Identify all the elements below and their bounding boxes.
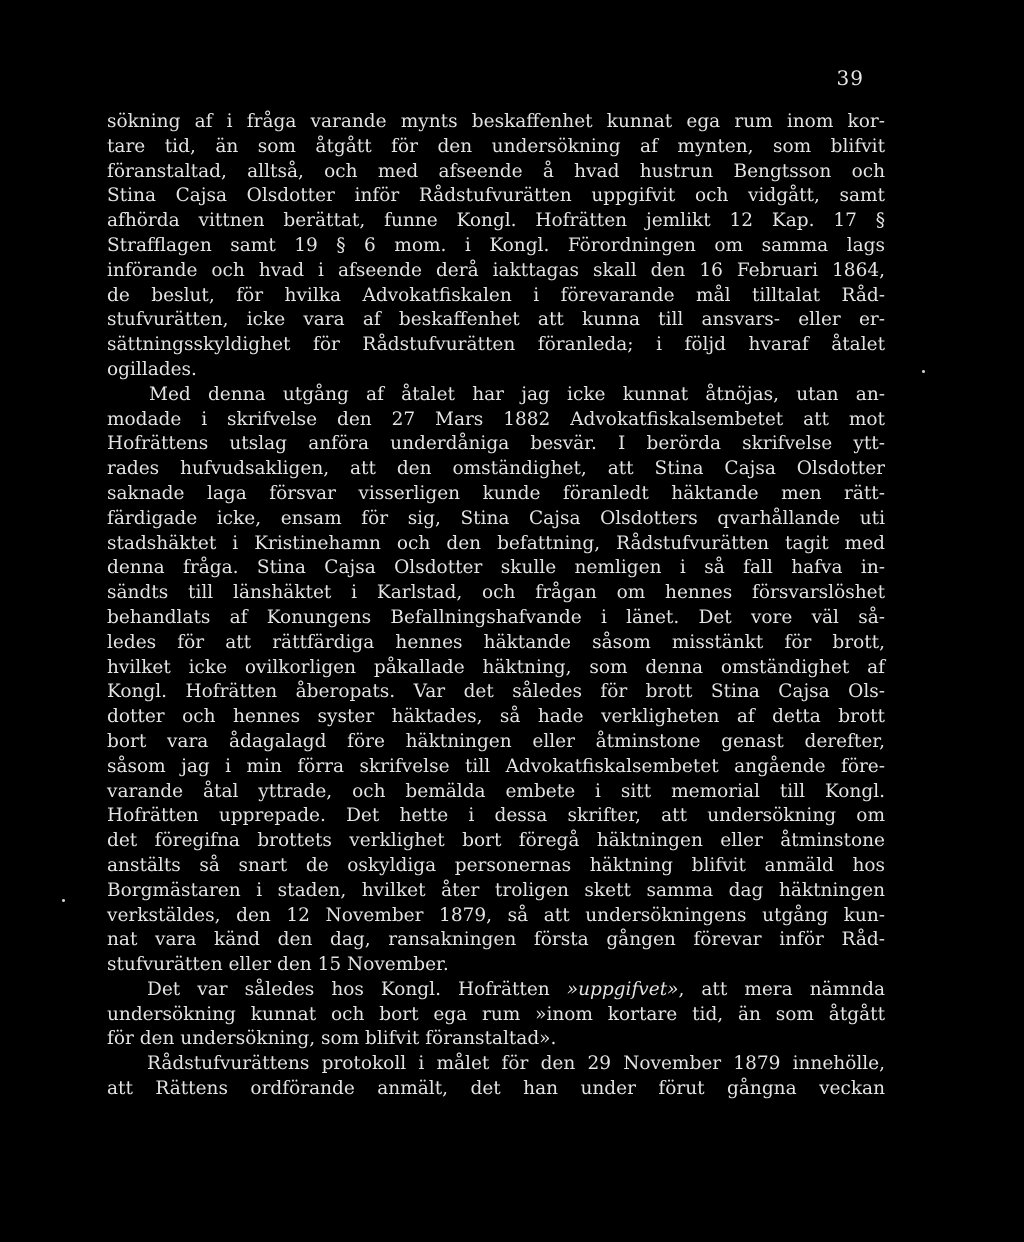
text-line: stufvurätten eller den 15 November. [107, 954, 449, 976]
text-line: bort vara ådagalagd före häktningen eller åtminstone genast derefter, [107, 730, 885, 752]
body-text [107, 110, 885, 1102]
scan-speck [922, 370, 925, 373]
text-line: Hofrättens utslag anföra underdåniga besvär. I berörda skrifvelse ytt- [107, 433, 885, 455]
text-line: Stina Cajsa Olsdotter inför Rådstufvurätten uppgifvit och vidgått, samt [107, 185, 885, 207]
text-line-mixed [107, 978, 885, 1003]
text-line: undersökning kunnat och bort ega rum »inom kortare tid, än som åtgått [107, 1003, 885, 1025]
text-segment: Det var således hos Kongl. Hofrätten [147, 978, 550, 1000]
text-segment: , att mera nämnda [678, 978, 885, 1000]
text-line: Borgmästaren i staden, hvilket åter troligen skett samma dag häktningen [107, 879, 885, 901]
text-line: det föregifna brottets verklighet bort föregå häktningen eller åtminstone [107, 830, 885, 852]
text-line: införande och hvad i afseende derå iakttagas skall den 16 Februari 1864, [107, 259, 885, 281]
text-line: Kongl. Hofrätten åberopats. Var det således för brott Stina Cajsa Ols- [107, 681, 885, 703]
text-line: dotter och hennes syster häktades, så hade verkligheten af detta brott [107, 706, 885, 728]
text-line: sättningsskyldighet för Rådstufvurätten föranleda; i följd hvaraf åtalet [107, 334, 885, 356]
text-line: för den undersökning, som blifvit föranstaltad». [107, 1028, 557, 1050]
text-line: Strafflagen samt 19 § 6 mom. i Kongl. Förordningen om samma lags [107, 234, 885, 256]
text-line: att Rättens ordförande anmält, det han under förut gångna veckan [107, 1078, 885, 1100]
text-line: hvilket icke ovilkorligen påkallade häktning, som denna omständighet af [107, 656, 885, 678]
text-line: behandlats af Konungens Befallningshafvande i länet. Det vore väl så- [107, 606, 885, 628]
text-line: modade i skrifvelse den 27 Mars 1882 Advokatfiskalsembetet att mot [107, 408, 885, 430]
text-line: Hofrätten upprepade. Det hette i dessa skrifter, att undersökning om [107, 805, 885, 827]
emphasized-word: »uppgifvet» [566, 978, 679, 1000]
text-line: sökning af i fråga varande mynts beskaffenhet kunnat ega rum inom kor- [107, 111, 885, 132]
page-number: 39 [836, 66, 864, 90]
text-line: varande åtal yttrade, och bemälda embete i sitt memorial till Kongl. [107, 780, 885, 802]
text-line: verkstäldes, den 12 November 1879, så att undersökningens utgång kun- [107, 904, 885, 926]
text-line: färdigade icke, ensam för sig, Stina Cajsa Olsdotters qvarhållande uti [107, 507, 885, 529]
text-line: tare tid, än som åtgått för den undersökning af mynten, som blifvit [107, 135, 885, 157]
text-line: afhörda vittnen berättat, funne Kongl. Hofrätten jemlikt 12 Kap. 17 § [107, 210, 885, 232]
text-line: ogillades. [107, 358, 197, 380]
text-line: föranstaltad, alltså, och med afseende å hvad hustrun Bengtsson och [107, 160, 885, 182]
text-line: sändts till länshäktet i Karlstad, och frågan om hennes försvarslöshet [107, 582, 885, 604]
text-line: anstälts så snart de oskyldiga personernas häktning blifvit anmäld hos [107, 854, 885, 876]
text-line: denna fråga. Stina Cajsa Olsdotter skulle nemligen i så fall hafva in- [107, 557, 885, 579]
scan-speck [62, 899, 65, 902]
text-line: stadshäktet i Kristinehamn och den befattning, Rådstufvurätten tagit med [107, 532, 885, 554]
text-line: de beslut, för hvilka Advokatfiskalen i förevarande mål tilltalat Råd- [107, 284, 885, 306]
text-line: saknade laga försvar visserligen kunde föranledt häktande men rätt- [107, 482, 885, 504]
text-line: Med denna utgång af åtalet har jag icke kunnat åtnöjas, utan an- [149, 383, 885, 405]
text-line: nat vara känd den dag, ransakningen första gången förevar inför Råd- [107, 929, 885, 951]
text-line: såsom jag i min förra skrifvelse till Advokatfiskalsembetet angående före- [107, 755, 885, 777]
text-line: Rådstufvurättens protokoll i målet för den 29 November 1879 innehölle, [147, 1053, 885, 1075]
text-line: ledes för att rättfärdiga hennes häktande såsom misstänkt för brott, [107, 631, 885, 653]
text-line: rades hufvudsakligen, att den omständighet, att Stina Cajsa Olsdotter [107, 458, 885, 480]
text-line: stufvurätten, icke vara af beskaffenhet att kunna till ansvars- eller er- [107, 309, 885, 331]
